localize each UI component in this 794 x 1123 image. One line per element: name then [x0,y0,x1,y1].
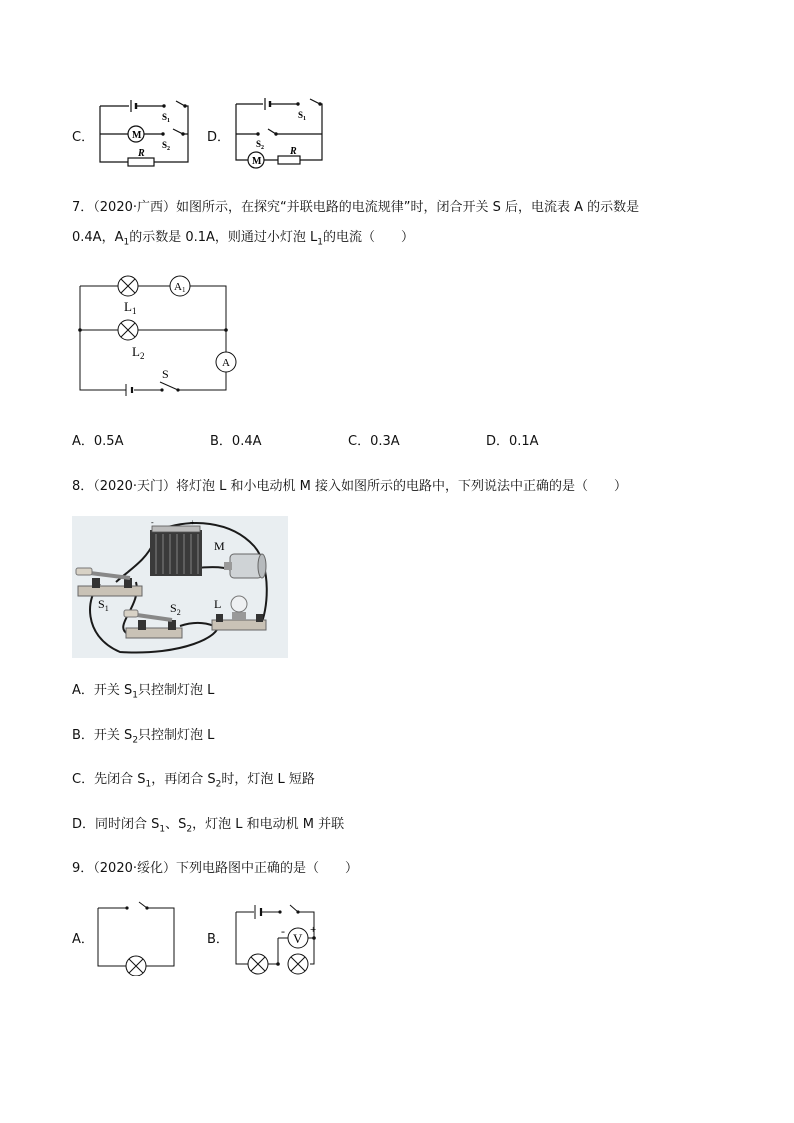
q9-circuit-a [94,900,178,976]
motor-label: M [132,130,142,141]
q7-stem-line2: 0.4A，$A_1$的示数是 0.1A，则通过小灯泡 $L_1$的电流（ ） [72,230,415,248]
battery-pack [150,526,202,576]
q8-circuit-photo [72,516,288,658]
switch-s2-label: $S_2$ [170,601,181,617]
q7-parallel-circuit [76,274,242,400]
resistor-label: R [290,146,297,157]
voltmeter-label: V [293,931,303,946]
q9-stem: 9．（2020·绥化）下列电路图中正确的是（ ） [72,861,358,876]
lamp-l1-label: $L_1$ [124,299,137,316]
switch-label: $S_1$ [298,110,307,122]
wire [80,286,226,390]
switch-label: $S_2$ [162,140,171,152]
battery-plus-label: + [190,518,195,527]
voltmeter-minus-label: - [281,924,285,938]
option-c-label: C． [72,130,95,145]
switch-s1 [76,568,142,596]
q8-option-c: C．先闭合 $S_1$，再闭合 $S_2$时，灯泡 L 短路 [72,772,315,790]
lamp-l-label: L [214,597,222,611]
switch-label: $S_1$ [162,112,171,124]
q7-option-b: B．0.4A [210,434,262,449]
q7-stem-line1: 7．（2020·广西）如图所示，在探究“并联电路的电流规律”时，闭合开关 S 后，电流表 A 的示数是 [72,200,640,215]
resistor-symbol [128,158,154,166]
ammeter-a1-label: A1 [174,281,186,294]
q9-circuit-b [230,900,322,976]
wire [236,129,322,134]
switch-label: $S_2$ [256,139,265,151]
q7-option-c: C．0.3A [348,434,400,449]
motor [224,554,266,578]
q8-option-d: D．同时闭合 $S_1$、$S_2$，灯泡 L 和电动机 M 并联 [72,817,345,835]
q7-option-d: D．0.1A [486,434,539,449]
resistor-label: R [138,148,145,159]
switch-s1-label: $S_1$ [98,597,109,613]
q8-option-b: B．开关 $S_2$只控制灯泡 L [72,728,215,746]
resistor-symbol [278,156,300,164]
wire [236,99,322,160]
voltmeter-plus-label: + [310,924,317,936]
lamp-l2-label: $L_2$ [132,344,145,361]
q9-option-b-label: B． [207,932,229,947]
battery-minus-label: - [151,518,154,527]
q9-option-a-label: A． [72,932,94,947]
switch-s-label: S [162,367,169,381]
motor-label: M [252,156,262,167]
wire [180,623,214,626]
circuit-diagram-c [96,98,192,170]
q8-stem: 8．（2020·天门）将灯泡 L 和小电动机 M 接入如图所示的电路中，下列说法中正确的是（ ） [72,479,627,494]
option-d-label: D． [207,130,231,145]
q8-option-a: A．开关 $S_1$只控制灯泡 L [72,683,215,701]
circuit-diagram-d [230,96,326,170]
motor-label: M [214,539,225,553]
q7-option-a: A．0.5A [72,434,124,449]
ammeter-a-label: A [222,357,230,369]
